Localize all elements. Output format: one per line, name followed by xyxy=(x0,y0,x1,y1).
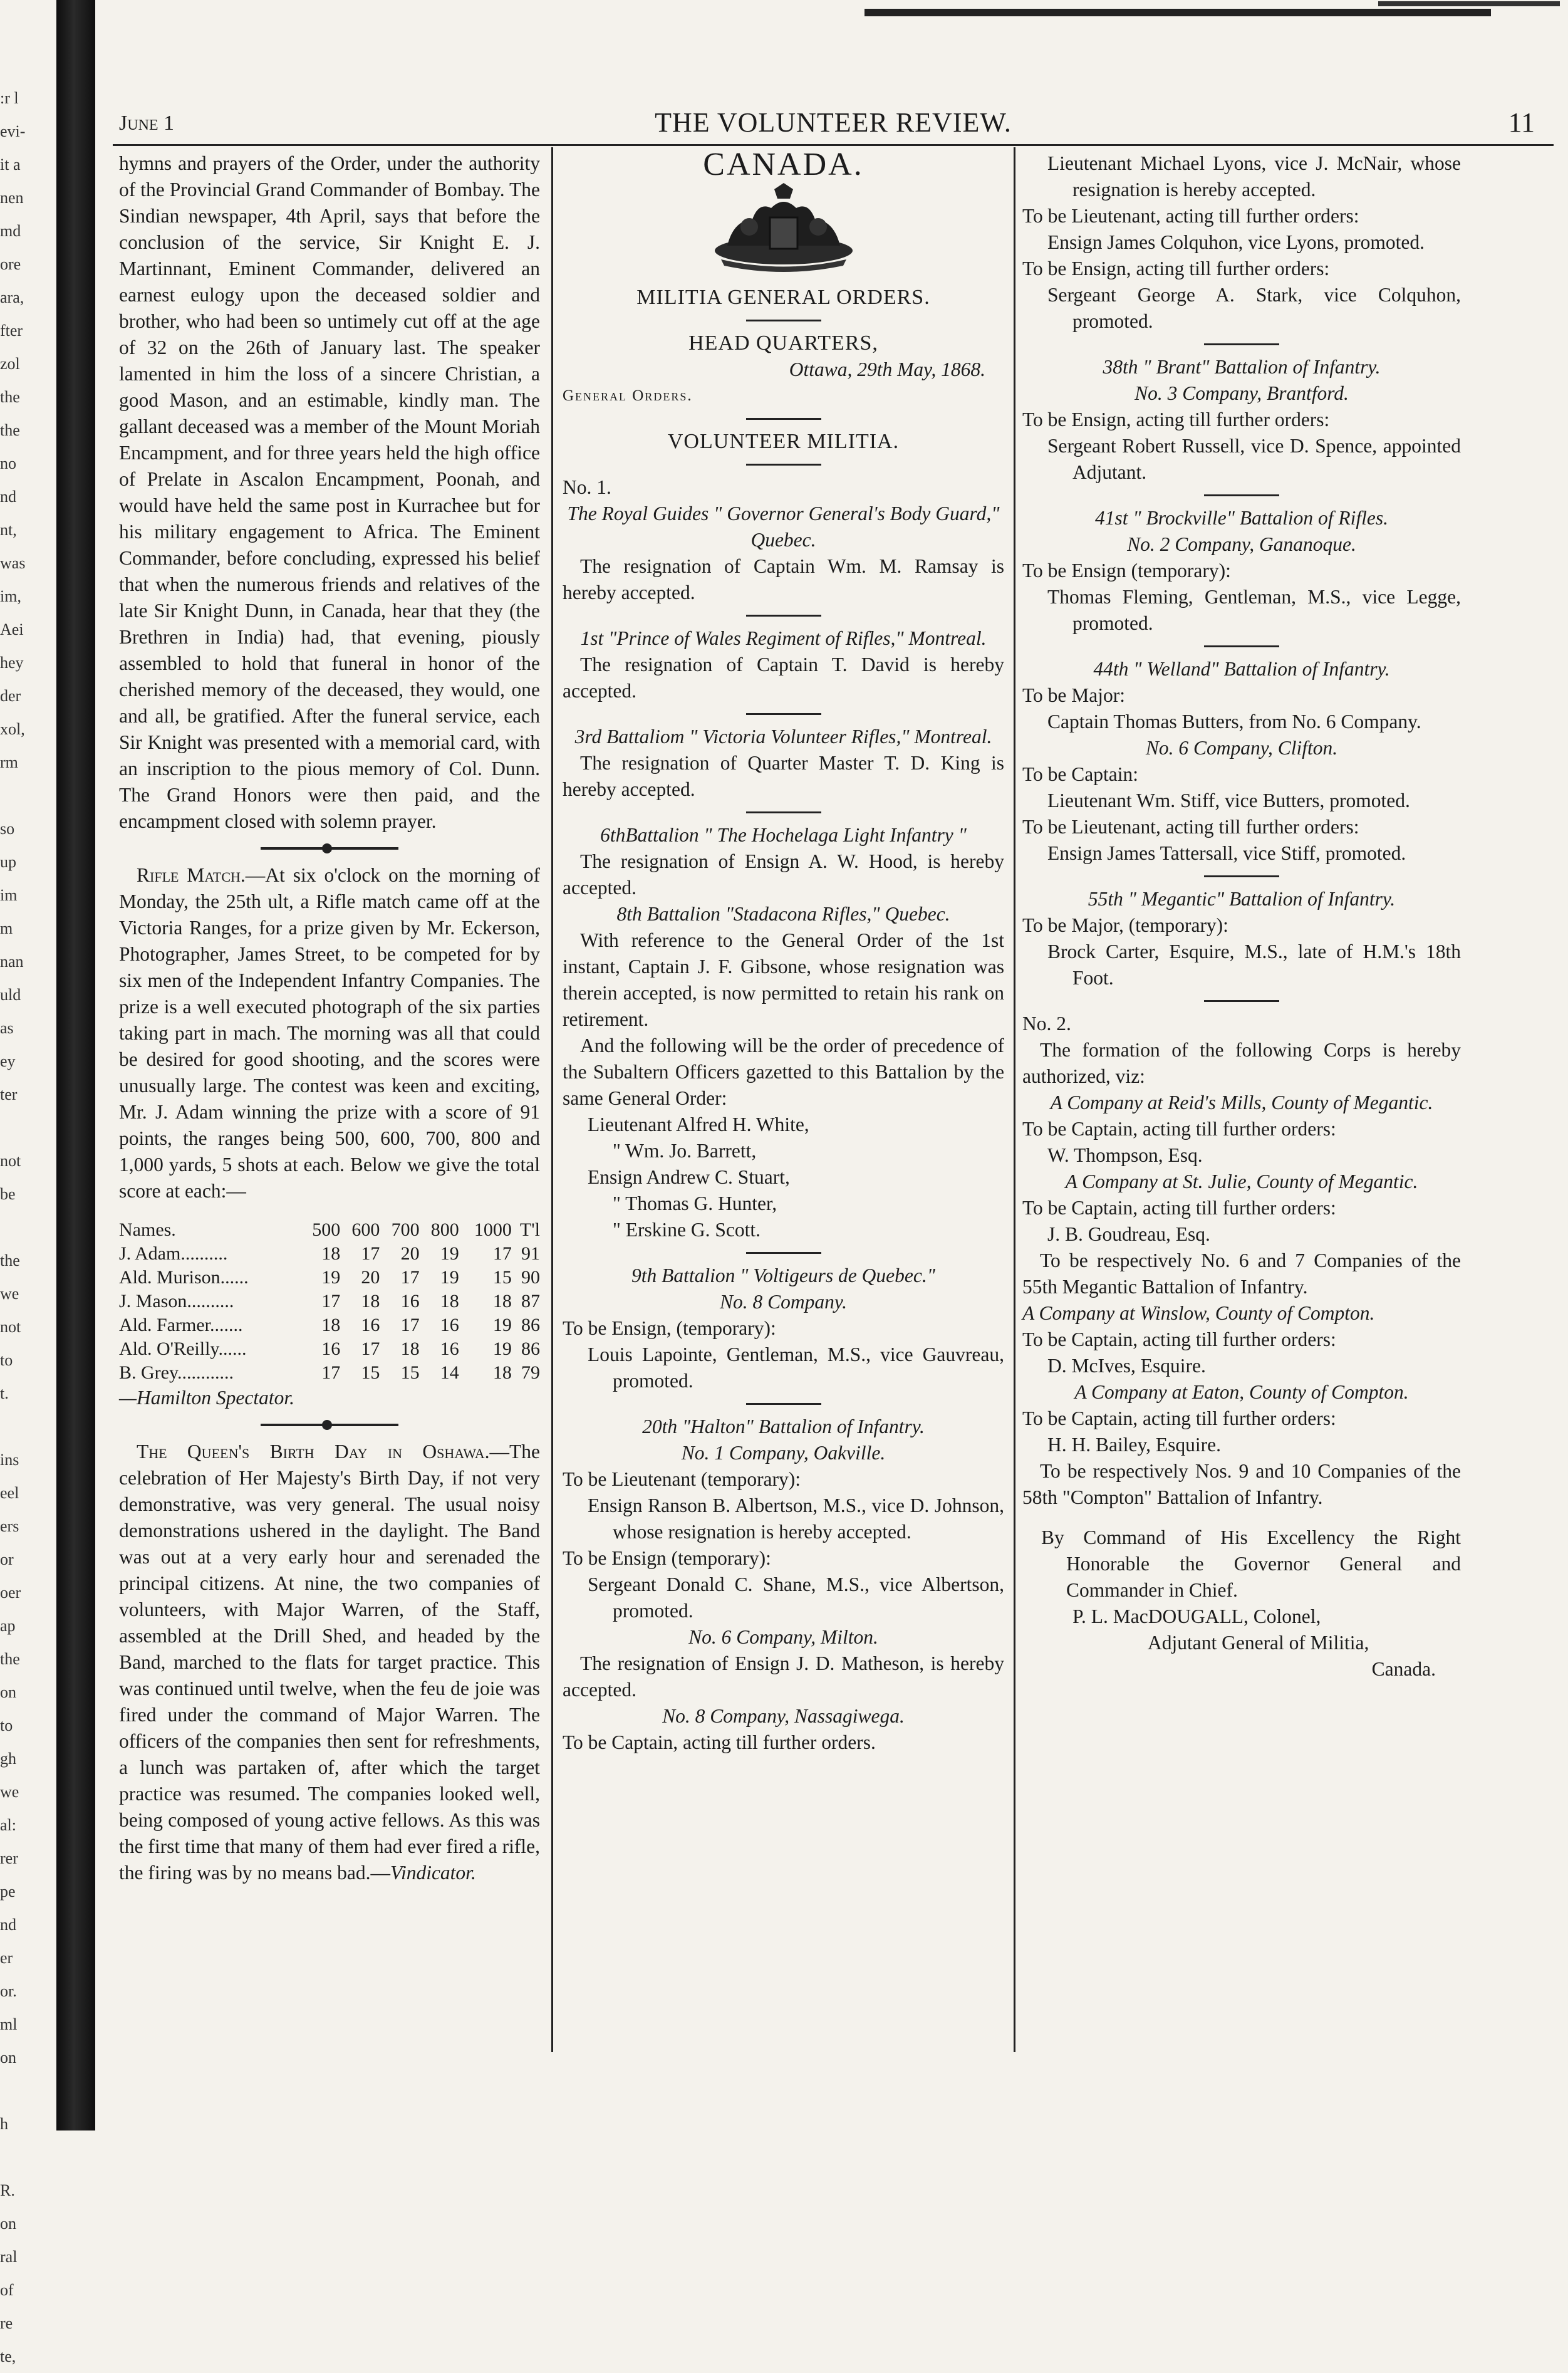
edge-fragment: uld xyxy=(0,986,21,1004)
score-cell: 20 xyxy=(400,1243,420,1264)
table-row xyxy=(119,1313,540,1337)
score-cell: 14 xyxy=(440,1362,459,1383)
column-rule-2 xyxy=(1014,147,1015,2052)
edge-fragment: fter xyxy=(0,321,23,340)
table-row xyxy=(119,1242,540,1266)
score-cell: B. Grey............ xyxy=(119,1362,234,1383)
rifle-match-heading: Rifle Match. xyxy=(137,864,246,886)
edge-fragment: on xyxy=(0,1683,16,1701)
milton-company: No. 6 Company, Milton. xyxy=(688,1626,878,1648)
score-cell: 79 xyxy=(521,1362,540,1383)
brockville-heading: 41st " Brockville" Battalion of Rifles. xyxy=(1095,507,1388,529)
halton-appointment-2: To be Ensign (temporary): xyxy=(563,1547,771,1569)
compton-companies-note: To be respectively Nos. 9 and 10 Companies of the 58th "Compton" Battalion of Infantry. xyxy=(1022,1460,1461,1508)
score-header-cell: 800 xyxy=(430,1219,459,1240)
mcives-entry: D. McIves, Esquire. xyxy=(1047,1355,1206,1377)
order-number-1: No. 1. xyxy=(563,476,611,498)
fleming-entry: Thomas Fleming, Gentleman, M.S., vice Legge, promoted. xyxy=(1047,586,1461,634)
score-cell: 16 xyxy=(321,1338,341,1359)
stadacona-heading: 8th Battalion "Stadacona Rifles," Quebec. xyxy=(616,903,950,925)
welland-heading: 44th " Welland" Battalion of Infantry. xyxy=(1093,658,1390,680)
stadacona-body-1: With reference to the General Order of the 1st instant, Captain J. F. Gibsone, whose resignation was therein accepted, is now permitted to retain his rank on retirement. xyxy=(563,929,1004,1030)
edge-fragment: it a xyxy=(0,155,21,174)
thompson-entry: W. Thompson, Esq. xyxy=(1047,1144,1203,1166)
butters-entry: Captain Thomas Butters, from No. 6 Company. xyxy=(1047,711,1421,733)
subaltern-list xyxy=(563,1112,1004,1243)
edge-fragment xyxy=(0,779,55,812)
list-item: Lieutenant Alfred H. White, xyxy=(588,1113,809,1135)
score-header-cell: 600 xyxy=(351,1219,380,1240)
facing-page-edge xyxy=(0,81,55,2373)
table-row xyxy=(119,1337,540,1361)
appointment-line: To be Captain, acting till further orders: xyxy=(1022,1407,1336,1429)
edge-fragment: to xyxy=(0,1716,13,1734)
score-cell: 18 xyxy=(492,1291,512,1312)
hochelaga-body: The resignation of Ensign A. W. Hood, is hereby accepted. xyxy=(563,850,1004,899)
edge-fragment: nen xyxy=(0,189,24,207)
megantic-heading: 55th " Megantic" Battalion of Infantry. xyxy=(1088,888,1396,910)
list-item: " Erskine G. Scott. xyxy=(613,1219,761,1241)
edge-fragment: to xyxy=(0,1351,13,1369)
column-3 xyxy=(1022,150,1461,1682)
brockville-company: No. 2 Company, Gananoque. xyxy=(1127,533,1356,555)
edge-fragment xyxy=(0,1111,55,1144)
eaton-heading: A Company at Eaton, County of Compton. xyxy=(1074,1381,1409,1403)
score-cell: 17 xyxy=(361,1338,380,1359)
edge-fragment: on xyxy=(0,2214,16,2233)
score-cell: 18 xyxy=(361,1291,380,1312)
megantic-companies-note: To be respectively No. 6 and 7 Companies of the 55th Megantic Battalion of Infantry. xyxy=(1022,1249,1461,1298)
halton-heading: 20th "Halton" Battalion of Infantry. xyxy=(642,1416,925,1437)
score-cell: 18 xyxy=(321,1243,341,1264)
edge-fragment: t. xyxy=(0,1384,9,1402)
score-cell: 15 xyxy=(400,1362,420,1383)
st-julie-heading: A Company at St. Julie, County of Megantic. xyxy=(1065,1171,1418,1192)
edge-fragment xyxy=(0,1410,55,1443)
score-cell: 17 xyxy=(492,1243,512,1264)
queens-birthday-body: —The celebration of Her Majesty's Birth Day, if not very demonstrative, was very general. The usual noisy demonstrations ushered in the daylight. The Band was out at a very early hour and serenaded the principal citizens. At nine, the two companies of volunteers, with Major Warren, of the Staff, assembled at the Drill Shed, and headed by the Band, marched to the flats for target practice. This was continued until twelve, when the feu de joie was fired under the command of Major Warren. The officers of the companies then sent for refreshments, a lunch was partaken of, after which the target practice was resumed. The companies looked well, being composed of young active fellows. As this was the first time that many of them had ever fired a rifle, the firing was by no means bad.— xyxy=(119,1441,540,1884)
column-2 xyxy=(563,147,1004,1756)
edge-fragment: xol, xyxy=(0,720,25,738)
queens-birthday-heading: The Queen's Birth Day in Oshawa. xyxy=(137,1441,490,1463)
voltigeurs-heading: 9th Battalion " Voltigeurs de Quebec." xyxy=(631,1265,935,1286)
halton-name-1: Ensign Ranson B. Albertson, M.S., vice D. Johnson, whose resignation is hereby accepted. xyxy=(588,1494,1004,1543)
edge-fragment: nd xyxy=(0,1916,16,1934)
appointment-line: To be Captain: xyxy=(1022,763,1139,785)
clifton-company: No. 6 Company, Clifton. xyxy=(1145,737,1338,759)
edge-fragment: no xyxy=(0,454,16,472)
score-header-cell: 1000 xyxy=(474,1219,512,1240)
score-cell: 17 xyxy=(400,1267,420,1288)
table-row xyxy=(119,1290,540,1313)
edge-fragment: as xyxy=(0,1019,14,1037)
edge-fragment: nd xyxy=(0,488,16,506)
list-item: Ensign Andrew C. Stuart, xyxy=(588,1166,790,1188)
scan-top-bar xyxy=(864,9,1491,16)
score-cell: J. Adam.......... xyxy=(119,1243,228,1264)
edge-fragment: the xyxy=(0,421,20,439)
edge-fragment: rm xyxy=(0,753,18,771)
edge-fragment: rer xyxy=(0,1849,18,1867)
stiff-entry: Lieutenant Wm. Stiff, vice Butters, promoted. xyxy=(1047,790,1410,811)
score-table xyxy=(119,1218,540,1385)
score-cell: 18 xyxy=(400,1338,420,1359)
edge-fragment: im xyxy=(0,886,18,904)
nassagiwega-company: No. 8 Company, Nassagiwega. xyxy=(662,1705,905,1727)
score-header-cell: T'l xyxy=(519,1219,540,1240)
voltigeurs-name: Louis Lapointe, Gentleman, M.S., vice Gauvreau, promoted. xyxy=(588,1343,1004,1392)
score-cell: 17 xyxy=(400,1315,420,1335)
edge-fragment: so xyxy=(0,820,15,838)
score-cell: 86 xyxy=(521,1315,540,1335)
edge-fragment: hey xyxy=(0,654,24,672)
score-header-cell: 500 xyxy=(312,1219,341,1240)
edge-fragment xyxy=(0,1211,55,1244)
score-cell: 15 xyxy=(492,1267,512,1288)
edge-fragment: ml xyxy=(0,2015,18,2033)
score-cell: Ald. O'Reilly...... xyxy=(119,1338,247,1359)
edge-fragment xyxy=(0,2141,55,2174)
edge-fragment: oer xyxy=(0,1583,21,1602)
edge-fragment: ter xyxy=(0,1085,18,1103)
edge-fragment xyxy=(0,2074,55,2107)
section-title: CANADA. xyxy=(703,147,864,182)
score-cell: 15 xyxy=(361,1362,380,1383)
score-cell: 90 xyxy=(521,1267,540,1288)
edge-fragment: was xyxy=(0,554,26,572)
brant-heading: 38th " Brant" Battalion of Infantry. xyxy=(1103,356,1381,378)
score-cell: 17 xyxy=(361,1243,380,1264)
score-cell: 16 xyxy=(440,1338,459,1359)
appointment-line: To be Major, (temporary): xyxy=(1022,914,1228,936)
russell-entry: Sergeant Robert Russell, vice D. Spence, appointed Adjutant. xyxy=(1047,435,1461,483)
edge-fragment: the xyxy=(0,388,20,406)
edge-fragment: nt, xyxy=(0,521,17,539)
score-cell: 20 xyxy=(361,1267,380,1288)
list-item: " Wm. Jo. Barrett, xyxy=(613,1140,757,1162)
edge-fragment: of xyxy=(0,2281,14,2299)
edge-fragment: md xyxy=(0,222,21,240)
reids-mills-heading: A Company at Reid's Mills, County of Megantic. xyxy=(1050,1092,1433,1113)
score-cell: 17 xyxy=(321,1362,341,1383)
edge-fragment: R. xyxy=(0,2181,15,2199)
royal-guides-body: The resignation of Captain Wm. M. Ramsay is hereby accepted. xyxy=(563,555,1004,603)
score-cell: 19 xyxy=(440,1267,459,1288)
header-title: THE VOLUNTEER REVIEW. xyxy=(655,107,1012,138)
order-2-body: The formation of the following Corps is hereby authorized, viz: xyxy=(1022,1039,1461,1087)
edge-fragment: be xyxy=(0,1185,16,1203)
score-cell: 18 xyxy=(492,1362,512,1383)
header-rule xyxy=(113,144,1554,146)
edge-fragment: Aei xyxy=(0,620,24,639)
edge-fragment: er xyxy=(0,1949,13,1967)
edge-fragment: or xyxy=(0,1550,14,1568)
edge-fragment: we xyxy=(0,1285,19,1303)
score-cell: 19 xyxy=(492,1338,512,1359)
score-cell: Ald. Murison...... xyxy=(119,1267,249,1288)
prince-of-wales-heading: 1st "Prince of Wales Regiment of Rifles," Montreal. xyxy=(580,627,987,649)
edge-fragment: al: xyxy=(0,1816,16,1834)
head-quarters: HEAD QUARTERS, xyxy=(688,331,878,355)
nassagiwega-appointment: To be Captain, acting till further orders. xyxy=(563,1731,876,1753)
score-cell: 19 xyxy=(440,1243,459,1264)
table-row xyxy=(119,1361,540,1385)
halton-company: No. 1 Company, Oakville. xyxy=(681,1442,886,1464)
edge-fragment: gh xyxy=(0,1750,16,1768)
score-cell: 18 xyxy=(440,1291,459,1312)
appointment-line: To be Ensign, acting till further orders: xyxy=(1022,409,1330,430)
carter-entry: Brock Carter, Esquire, M.S., late of H.M.'s 18th Foot. xyxy=(1047,941,1461,989)
stark-entry: Sergeant George A. Stark, vice Colquhon, promoted. xyxy=(1047,284,1461,332)
masonic-article: hymns and prayers of the Order, under the authority of the Provincial Grand Commander of Bombay. The Sindian newspaper, 4th April, says that before the conclusion of the service, Sir Knight E. J. Martinnant, Eminent Commander, delivered an earnest eulogy upon the deceased soldier and brother, who had been so untimely cut off at the age of 32 on the 26th of January last. The speaker lamented in him the loss of a sincere Christian, a good Mason, and an estimable, kindly man. The gallant deceased was a member of the Mount Moriah Encampment, and for three years held the high office of Prelate in Ascalon Encampment, Poonah, and would have held the same post in Kurrachee but for his military engagement to Africa. The Eminent Commander, before concluding, expressed his belief that when the numerous friends and relatives of the late Sir Knight Dunn, in Canada, hear that they (the Brethren in India) had, that evening, piously assembled to hold that funeral in honor of the cherished memory of the deceased, they would, one and all, be gratified. After the funeral service, each Sir Knight was presented with a memorial card, with an inscription to the pious memory of Col. Dunn. The Grand Honors were then paid, and the encampment closed with solemn prayer. xyxy=(119,152,540,832)
column-rule-1 xyxy=(551,147,553,2052)
edge-fragment: ara, xyxy=(0,288,24,306)
signature-title: Adjutant General of Militia, xyxy=(1148,1632,1369,1654)
bailey-entry: H. H. Bailey, Esquire. xyxy=(1047,1434,1222,1456)
halton-name-2: Sergeant Donald C. Shane, M.S., vice Albertson, promoted. xyxy=(588,1573,1004,1622)
column-1 xyxy=(119,150,540,1886)
colquhon-entry: Ensign James Colquhon, vice Lyons, promoted. xyxy=(1047,231,1425,253)
edge-fragment: the xyxy=(0,1251,20,1270)
edge-fragment: pe xyxy=(0,1882,16,1901)
orders-subtitle: MILITIA GENERAL ORDERS. xyxy=(636,286,930,309)
royal-crest-icon xyxy=(690,183,878,277)
scan-top-bar-right xyxy=(1378,1,1560,6)
edge-fragment: ap xyxy=(0,1617,16,1635)
edge-fragment: h xyxy=(0,2115,8,2133)
place-date: Ottawa, 29th May, 1868. xyxy=(789,358,985,380)
queens-birthday-article xyxy=(119,1439,540,1886)
appointment-line: To be Lieutenant, acting till further orders: xyxy=(1022,205,1359,227)
queens-birthday-source: Vindicator. xyxy=(390,1862,476,1884)
rifle-match-article xyxy=(119,862,540,1204)
volunteer-militia-heading: VOLUNTEER MILITIA. xyxy=(667,430,900,453)
victoria-rifles-heading: 3rd Battaliom " Victoria Volunteer Rifles," Montreal. xyxy=(574,726,992,748)
score-cell: 16 xyxy=(400,1291,420,1312)
goudreau-entry: J. B. Goudreau, Esq. xyxy=(1047,1223,1210,1245)
edge-fragment: or. xyxy=(0,1982,17,2000)
edge-fragment: evi- xyxy=(0,122,26,140)
edge-fragment: up xyxy=(0,853,16,871)
milton-body: The resignation of Ensign J. D. Matheson, is hereby accepted. xyxy=(563,1652,1004,1701)
voltigeurs-company: No. 8 Company. xyxy=(719,1291,847,1313)
command-line: By Command of His Excellency the Right Honorable the Governor General and Commander in Chief. xyxy=(1041,1526,1461,1601)
separator xyxy=(261,1424,398,1426)
stadacona-body-2: And the following will be the order of precedence of the Subaltern Officers gazetted to this Battalion by the same General Order: xyxy=(563,1035,1004,1109)
score-header-cell: Names. xyxy=(119,1219,176,1240)
appointment-line: To be Captain, acting till further orders: xyxy=(1022,1328,1336,1350)
score-cell: Ald. Farmer....... xyxy=(119,1315,243,1335)
tattersall-entry: Ensign James Tattersall, vice Stiff, promoted. xyxy=(1047,842,1406,864)
score-table-header xyxy=(119,1218,540,1242)
halton-appointment-1: To be Lieutenant (temporary): xyxy=(563,1468,801,1490)
edge-fragment: ey xyxy=(0,1052,16,1070)
header-date: June 1 xyxy=(119,112,175,135)
brant-company: No. 3 Company, Brantford. xyxy=(1134,382,1349,404)
victoria-rifles-body: The resignation of Quarter Master T. D. King is hereby accepted. xyxy=(563,752,1004,800)
score-cell: 16 xyxy=(361,1315,380,1335)
score-cell: 86 xyxy=(521,1338,540,1359)
score-cell: 18 xyxy=(321,1315,341,1335)
edge-fragment: im, xyxy=(0,587,21,605)
edge-fragment: ral xyxy=(0,2248,18,2266)
appointment-line: To be Major: xyxy=(1022,684,1126,706)
lyons-entry: Lieutenant Michael Lyons, vice J. McNair, whose resignation is hereby accepted. xyxy=(1047,152,1461,201)
score-header-cell: 700 xyxy=(391,1219,420,1240)
score-cell: 91 xyxy=(521,1243,540,1264)
edge-fragment: eel xyxy=(0,1484,19,1502)
prince-of-wales-body: The resignation of Captain T. David is hereby accepted. xyxy=(563,654,1004,702)
edge-fragment: te, xyxy=(0,2347,16,2365)
binding-spine xyxy=(56,0,95,2130)
edge-fragment: ore xyxy=(0,255,21,273)
score-cell: 17 xyxy=(321,1291,341,1312)
edge-fragment: not xyxy=(0,1152,21,1170)
edge-fragment: ers xyxy=(0,1517,19,1535)
royal-guides-heading: The Royal Guides " Governor General's Body Guard," Quebec. xyxy=(567,503,1000,551)
edge-fragment: on xyxy=(0,2048,16,2067)
appointment-line: To be Captain, acting till further orders: xyxy=(1022,1197,1336,1219)
appointment-line: To be Captain, acting till further orders: xyxy=(1022,1118,1336,1140)
edge-fragment: we xyxy=(0,1783,19,1801)
rifle-match-body: —At six o'clock on the morning of Monday, the 25th ult, a Rifle match came off at the Victoria Ranges, for a prize given by Mr. Eckerson, Photographer, James Street, to be competed for by six men of the Independent Infantry Companies. The prize is a well executed photograph of the six parties taking part in mach. The morning was all that could be desired for good shooting, and the scores were unusually large. The contest was keen and exciting, Mr. J. Adam winning the prize with a score of 91 points, the ranges being 500, 600, 700, 800 and 1,000 yards, 5 shots at each. Below we give the total score at each:— xyxy=(119,864,540,1202)
appointment-line: To be Lieutenant, acting till further orders: xyxy=(1022,816,1359,838)
winslow-heading: A Company at Winslow, County of Compton. xyxy=(1022,1302,1375,1324)
edge-fragment: the xyxy=(0,1650,20,1668)
voltigeurs-appointment: To be Ensign, (temporary): xyxy=(563,1317,776,1339)
score-cell: 19 xyxy=(492,1315,512,1335)
page-number: 11 xyxy=(1508,107,1535,138)
score-cell: J. Mason.......... xyxy=(119,1291,234,1312)
signature-place: Canada. xyxy=(1371,1658,1436,1680)
score-source: —Hamilton Spectator. xyxy=(119,1387,294,1409)
hochelaga-heading: 6thBattalion " The Hochelaga Light Infantry " xyxy=(600,824,967,846)
table-row xyxy=(119,1266,540,1290)
score-cell: 19 xyxy=(321,1267,341,1288)
edge-fragment: ins xyxy=(0,1451,19,1469)
page-header xyxy=(119,100,1547,144)
edge-fragment: der xyxy=(0,687,21,705)
general-orders-label: General Orders. xyxy=(563,387,693,404)
score-cell: 87 xyxy=(521,1291,540,1312)
appointment-line: To be Ensign (temporary): xyxy=(1022,560,1231,582)
score-cell: 16 xyxy=(440,1315,459,1335)
list-item: " Thomas G. Hunter, xyxy=(613,1192,777,1214)
separator xyxy=(261,847,398,850)
edge-fragment: re xyxy=(0,2314,13,2332)
signature-name: P. L. MacDOUGALL, Colonel, xyxy=(1072,1605,1321,1627)
edge-fragment: not xyxy=(0,1318,21,1336)
appointment-line: To be Ensign, acting till further orders: xyxy=(1022,258,1330,279)
edge-fragment: :r l xyxy=(0,89,19,107)
order-number-2: No. 2. xyxy=(1022,1013,1071,1035)
edge-fragment: nan xyxy=(0,952,24,971)
edge-fragment: m xyxy=(0,919,13,937)
edge-fragment: zol xyxy=(0,355,20,373)
